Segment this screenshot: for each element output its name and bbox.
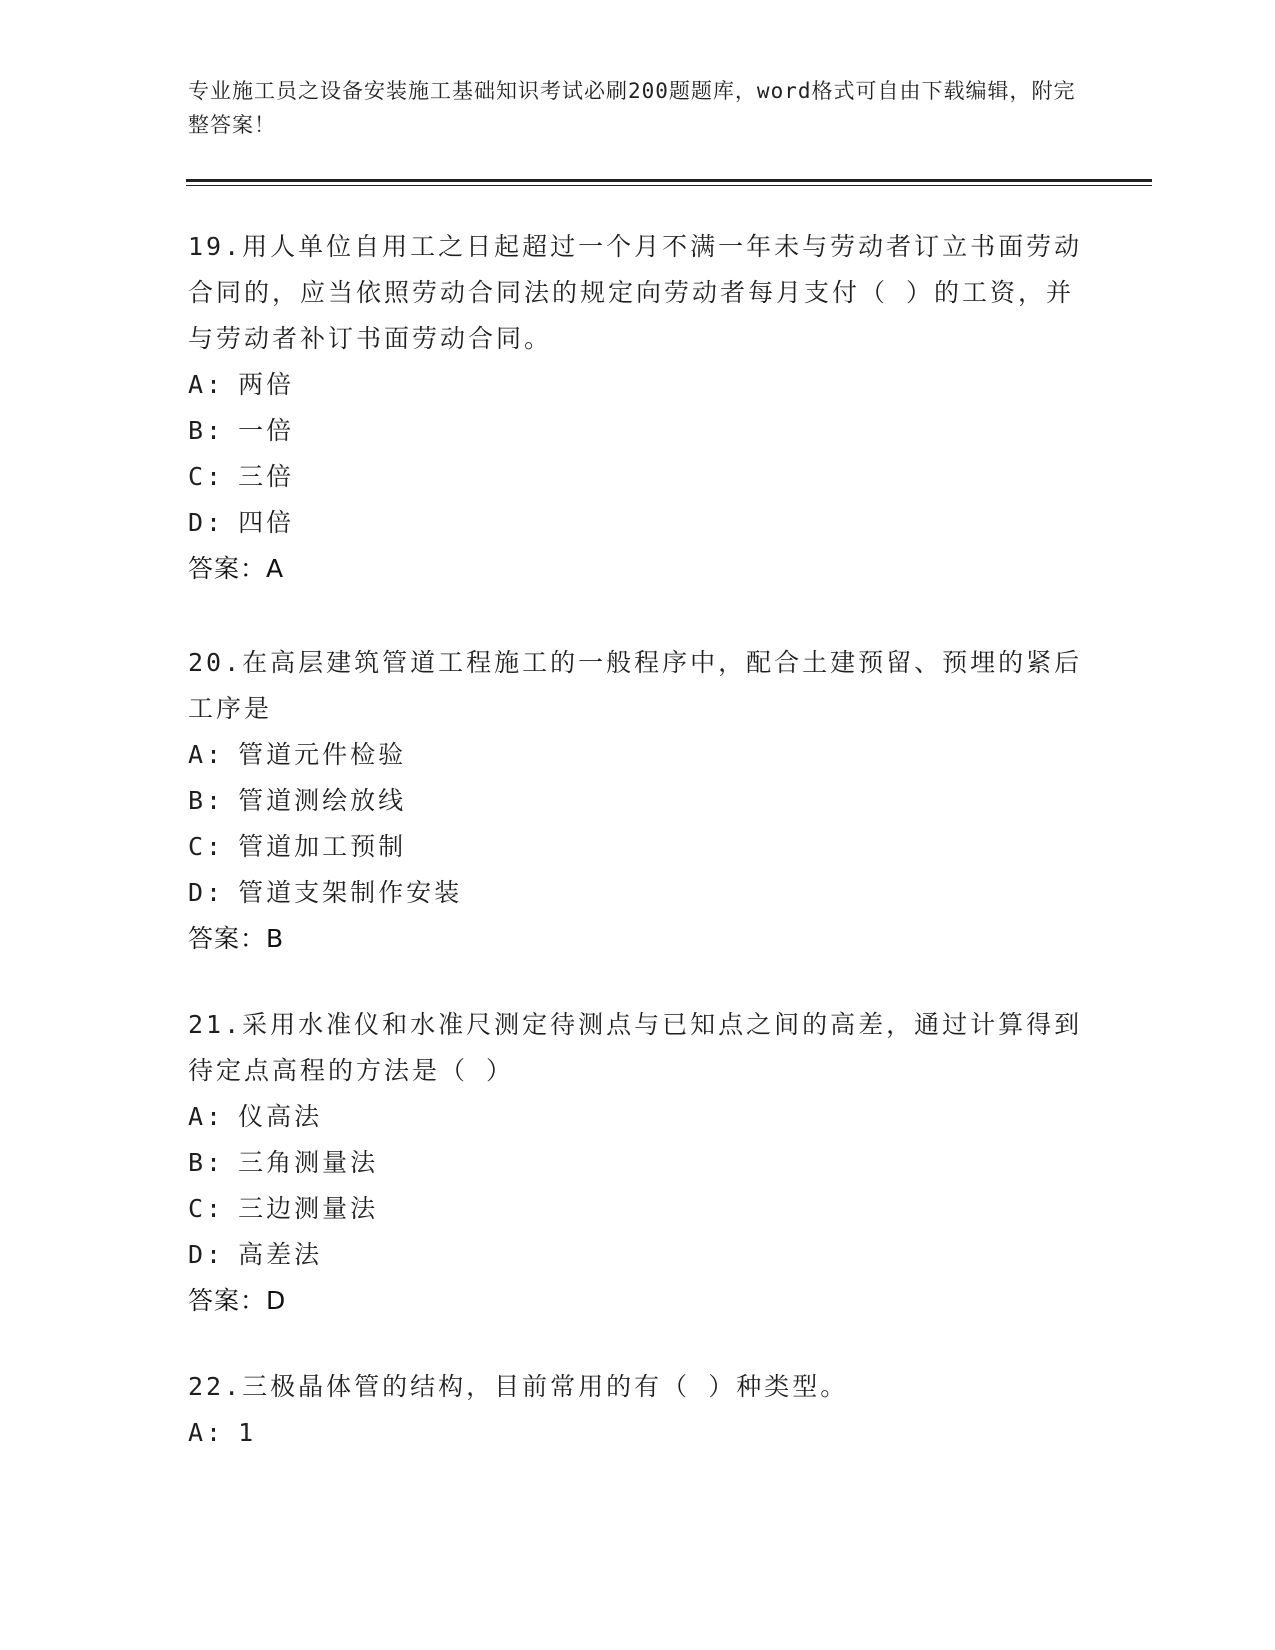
option-text: 管道支架制作安装 [238,878,463,907]
header-rule-thick [186,179,1152,182]
answer-line: 答案：B [188,924,285,953]
question-20 [188,640,1088,962]
option-a [188,1094,1088,1140]
option-text: 高差法 [238,1240,323,1269]
question-stem: 22.三极晶体管的结构，目前常用的有（ ）种类型。 [188,1372,849,1401]
option-label: B: [188,786,225,815]
option-d [188,500,1088,546]
option-d [188,1232,1088,1278]
option-text: 1 [238,1418,257,1447]
option-text: 管道加工预制 [238,832,407,861]
option-label: A: [188,1102,225,1131]
option-label: B: [188,416,225,445]
option-label: A: [188,370,225,399]
option-label: A: [188,740,225,769]
option-text: 两倍 [238,370,295,399]
option-text: 三角测量法 [238,1148,379,1177]
option-b [188,778,1088,824]
option-a [188,1410,1088,1456]
option-a [188,732,1088,778]
option-label: A: [188,1418,225,1447]
option-text: 四倍 [238,508,295,537]
document-header: 专业施工员之设备安装施工基础知识考试必刷200题题库，word格式可自由下载编辑，附完整答案！ [188,79,1076,137]
option-c [188,824,1088,870]
question-22 [188,1364,1088,1456]
option-label: D: [188,878,225,907]
option-label: C: [188,462,225,491]
option-text: 三边测量法 [238,1194,379,1223]
header-rule-thin [186,185,1152,186]
answer-line: 答案：A [188,554,285,583]
option-text: 仪高法 [238,1102,323,1131]
option-text: 一倍 [238,416,295,445]
answer-line: 答案：D [188,1286,287,1315]
question-stem: 20.在高层建筑管道工程施工的一般程序中，配合土建预留、预埋的紧后工序是 [188,648,1083,723]
option-label: B: [188,1148,225,1177]
option-label: C: [188,1194,225,1223]
question-stem: 19.用人单位自用工之日起超过一个月不满一年未与劳动者订立书面劳动合同的，应当依照劳动合同法的规定向劳动者每月支付（ ）的工资，并与劳动者补订书面劳动合同。 [188,232,1083,353]
option-label: C: [188,832,225,861]
question-stem: 21.采用水准仪和水准尺测定待测点与已知点之间的高差，通过计算得到待定点高程的方法是（ ） [188,1010,1083,1085]
option-label: D: [188,508,225,537]
option-b [188,1140,1088,1186]
option-c [188,454,1088,500]
option-c [188,1186,1088,1232]
option-label: D: [188,1240,225,1269]
option-text: 管道测绘放线 [238,786,407,815]
option-d [188,870,1088,916]
question-21 [188,1002,1088,1324]
option-text: 管道元件检验 [238,740,407,769]
option-b [188,408,1088,454]
option-a [188,362,1088,408]
option-text: 三倍 [238,462,295,491]
question-19 [188,224,1088,592]
